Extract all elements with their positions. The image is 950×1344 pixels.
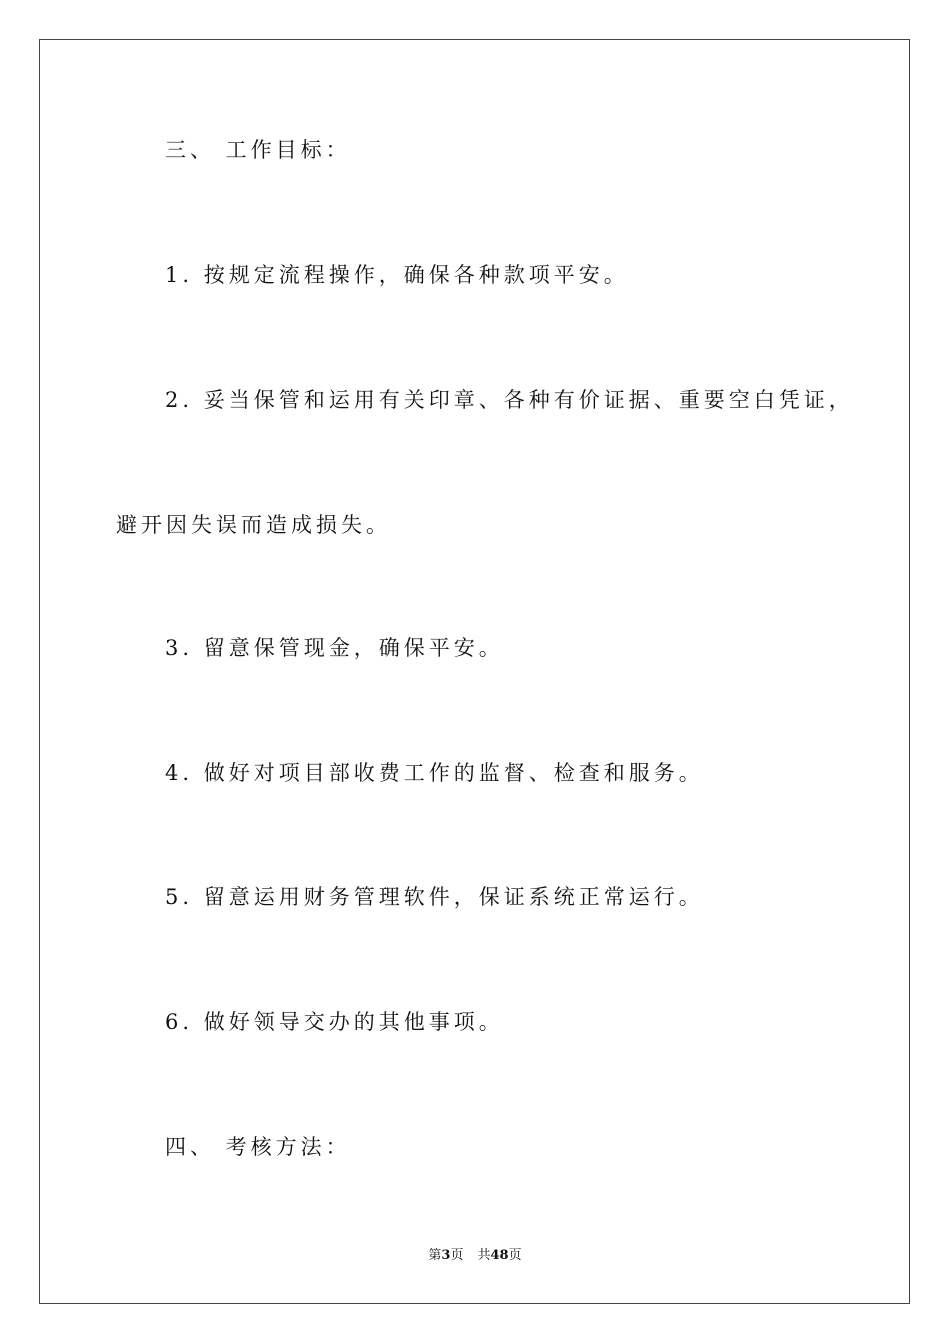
goal-item-2: 2. 妥当保管和运用有关印章、各种有价证据、重要空白凭证， xyxy=(165,388,854,412)
page-border xyxy=(39,39,910,1304)
goal-item-6: 6. 做好领导交办的其他事项。 xyxy=(165,1010,504,1034)
goal-item-5: 5. 留意运用财务管理软件，保证系统正常运行。 xyxy=(165,885,704,909)
footer-page-suffix: 页 xyxy=(450,1248,464,1263)
section-heading-goals: 三、 工作目标： xyxy=(165,138,351,162)
footer-total-prefix: 共 xyxy=(477,1248,491,1263)
footer-page-number: 3 xyxy=(441,1248,451,1263)
goal-item-2-continued: 避开因失误而造成损失。 xyxy=(116,513,391,537)
footer-total-suffix: 页 xyxy=(508,1248,522,1263)
goal-item-3: 3. 留意保管现金，确保平安。 xyxy=(165,636,504,660)
goal-item-1: 1. 按规定流程操作，确保各种款项平安。 xyxy=(165,263,629,287)
page-footer xyxy=(0,1247,950,1265)
footer-page-prefix: 第 xyxy=(428,1248,442,1263)
goal-item-4: 4. 做好对项目部收费工作的监督、检查和服务。 xyxy=(165,761,704,785)
footer-total-pages: 48 xyxy=(490,1248,509,1263)
section-heading-assessment: 四、 考核方法： xyxy=(165,1135,351,1159)
